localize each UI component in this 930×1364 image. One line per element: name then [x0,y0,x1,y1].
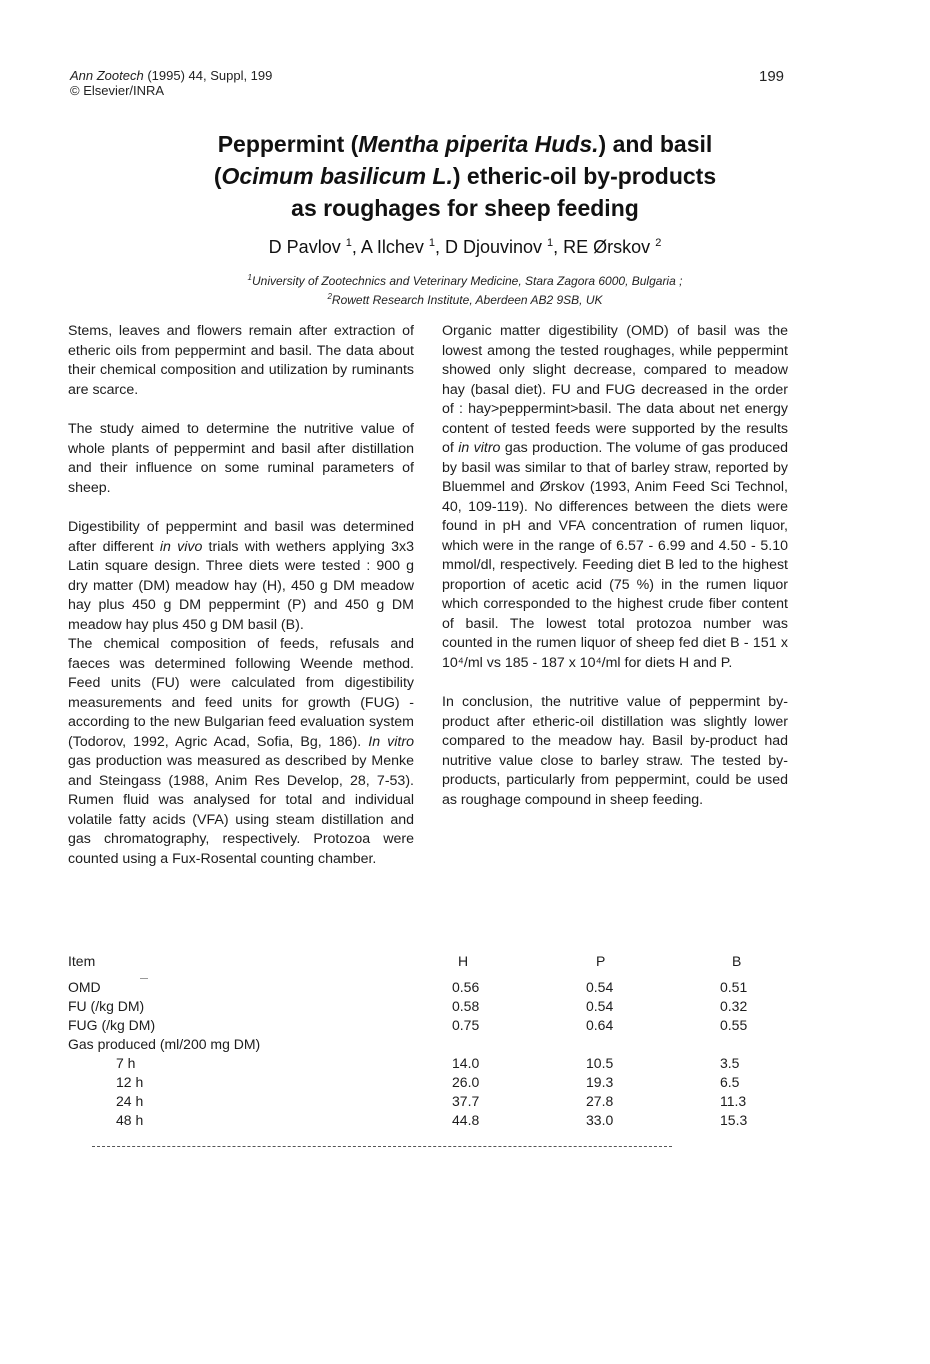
author-affil-mark: 1 [547,237,554,249]
author-affil-mark: 1 [345,237,352,249]
table-row [68,1092,788,1111]
header-p: P [596,953,606,969]
paragraph-aim: The study aimed to determine the nutritive value of whole plants of peppermint and basil after distillation and their influence on some ruminal parameters of sheep. [68,421,414,496]
species-peppermint: Mentha piperita Huds. [358,131,599,157]
cell-h: 26.0 [452,1074,480,1090]
authors [60,230,870,260]
row-item: 24 h [116,1093,144,1109]
text: gas production was measured as described by Menke and Steingass (1988, Anim Res Develop, 28, 7-53). Rumen fluid was analysed for total and individual volatile fatty acids (VFA) using steam distillation and gas chromatography, respectively. Protozoa were counted using a Fux-Rosental counting chamber. [68,753,414,867]
italic-term: In vitro [368,733,414,750]
affiliation-2 [60,289,870,308]
title-text: ( [213,163,222,189]
text: Digestibility of peppermint and basil was determined after different [68,519,414,555]
journal-name: Ann Zootech [70,68,144,83]
cell-p: 33.0 [586,1112,614,1128]
paragraph-results [442,322,788,673]
left-column [68,322,414,869]
paragraph-methods [68,635,414,869]
results-table [68,952,788,1130]
italic-term: in vitro [458,440,501,456]
title-block [60,128,870,308]
journal-citation [70,68,272,83]
cell-p: 0.64 [586,1017,614,1033]
cell-b: 0.51 [720,979,748,995]
cell-b: 15.3 [720,1112,748,1128]
cell-b: 3.5 [720,1055,740,1071]
author-affil-mark: 2 [655,237,662,249]
publisher: © Elsevier/INRA [70,83,165,98]
row-item: 48 h [116,1112,144,1128]
affil-text: University of Zootechnics and Veterinary Medicine, Stara Zagora 6000, Bulgaria ; [252,274,683,288]
cell-b: 0.32 [720,998,748,1014]
text: trials with wethers applying 3x3 Latin square design. Three diets were tested : 900 g dry matter (DM) meadow hay (H), 450 g DM meadow hay plus 450 g DM peppermint (P) and 450 g DM meadow hay plus 450 g DM basil (B). [68,538,415,633]
cell-h: 14.0 [452,1055,480,1071]
table-row [68,1073,788,1092]
citation-details: (1995) 44, Suppl, 199 [143,68,273,83]
cell-p: 10.5 [586,1055,614,1071]
paragraph-intro: Stems, leaves and flowers remain after extraction of etheric oils from peppermint and basil. The data about their chemical composition and utilization by ruminants are scarce. [68,323,414,398]
row-item: FU (/kg DM) [68,998,145,1014]
page-number: 199 [759,68,785,85]
text: Organic matter digestibility (OMD) of basil was the lowest among the tested roughages, while peppermint showed only slight decrease, compared to meadow hay (basal diet). FU and FUG decreased in the order of : hay>peppermint>basil. The data about net energy content of tested feeds were supported by the results of [442,323,788,456]
italic-term: in vivo [159,538,203,555]
cell-p: 0.54 [586,998,614,1014]
cell-p: 0.54 [586,979,614,995]
header-h: H [458,953,469,969]
table-row [68,1111,788,1130]
cell-b: 11.3 [720,1093,747,1109]
table-row [68,1016,788,1035]
affil-mark: 2 [327,292,332,301]
cell-h: 37.7 [452,1093,480,1109]
author-orskov: , RE Ørskov [553,237,656,257]
species-basil: Ocimum basilicum L. [221,163,453,189]
row-item: OMD [68,979,101,995]
row-item: 12 h [116,1074,144,1090]
cell-h: 44.8 [452,1112,480,1128]
cell-p: 27.8 [586,1093,614,1109]
right-column [442,322,788,810]
affiliations [60,270,870,308]
running-header [70,68,272,98]
affil-mark: 1 [247,273,252,282]
text: The chemical composition of feeds, refusals and faeces was determined following Weende method. Feed units (FU) were calculated from digestibility measurements and feed units for growth (FUG) - according to the new Bulgarian feed evaluation system (Todorov, 1992, Agric Acad, Sofia, Bg, 186). [68,636,414,750]
cell-h: 0.58 [452,998,480,1014]
cell-p: 19.3 [586,1074,614,1090]
affil-text: Rowett Research Institute, Aberdeen AB2 9SB, UK [331,293,603,307]
author-ilchev: , A Ilchev [351,237,429,257]
title-line-1 [60,128,870,160]
table-row [68,997,788,1016]
cell-b: 0.55 [720,1017,748,1033]
title-text: ) etheric-oil by-products [452,163,717,189]
cell-h: 0.56 [452,979,480,995]
row-item: 7 h [116,1055,136,1071]
title-text: Peppermint ( [217,131,359,157]
table-bottom-rule [92,1146,672,1147]
author-affil-mark: 1 [428,237,435,249]
title-line-2 [60,160,870,192]
table-row [68,978,788,997]
paragraph-digestibility [68,518,414,635]
table-row [68,1035,788,1054]
row-item: Gas produced (ml/200 mg DM) [68,1036,261,1052]
header-b: B [732,953,742,969]
header-item: Item [68,953,96,969]
table-header-row [68,952,788,978]
author-pavlov: D Pavlov [268,237,346,257]
title-text: ) and basil [598,131,713,157]
paper-title [60,128,870,224]
row-item: FUG (/kg DM) [68,1017,156,1033]
affiliation-1 [60,270,870,289]
author-djouvinov: , D Djouvinov [435,237,548,257]
table-row [68,1054,788,1073]
cell-h: 0.75 [452,1017,480,1033]
cell-b: 6.5 [720,1074,740,1090]
title-line-3: as roughages for sheep feeding [291,195,639,221]
text: gas production. The volume of gas produced by basil was similar to that of barley straw, reported by Bluemmel and Ørskov (1993, Anim Feed Sci Technol, 40, 109-119). No differences between the diets were found in pH and VFA concentration of rumen liquor, which were in the range of 6.57 - 6.99 and 4.50 - 5.10 mmol/dl, respectively. Feeding diet B led to the highest proportion of acetic acid (75 %) in the rumen liquor which corresponded to the highest crude fiber content of basil. The lowest total protozoa number was counted in the rumen liquor of sheep fed diet B - 151 x 10⁴/ml vs 185 - 187 x 10⁴/ml for diets H and P. [442,440,788,671]
paragraph-conclusion: In conclusion, the nutritive value of peppermint by-product after etheric-oil distillation was slightly lower compared to the meadow hay. Basil by-product had nutritive value close to barley straw. The tested by-products, particularly from peppermint, could be used as roughage compound in sheep feeding. [442,694,788,808]
